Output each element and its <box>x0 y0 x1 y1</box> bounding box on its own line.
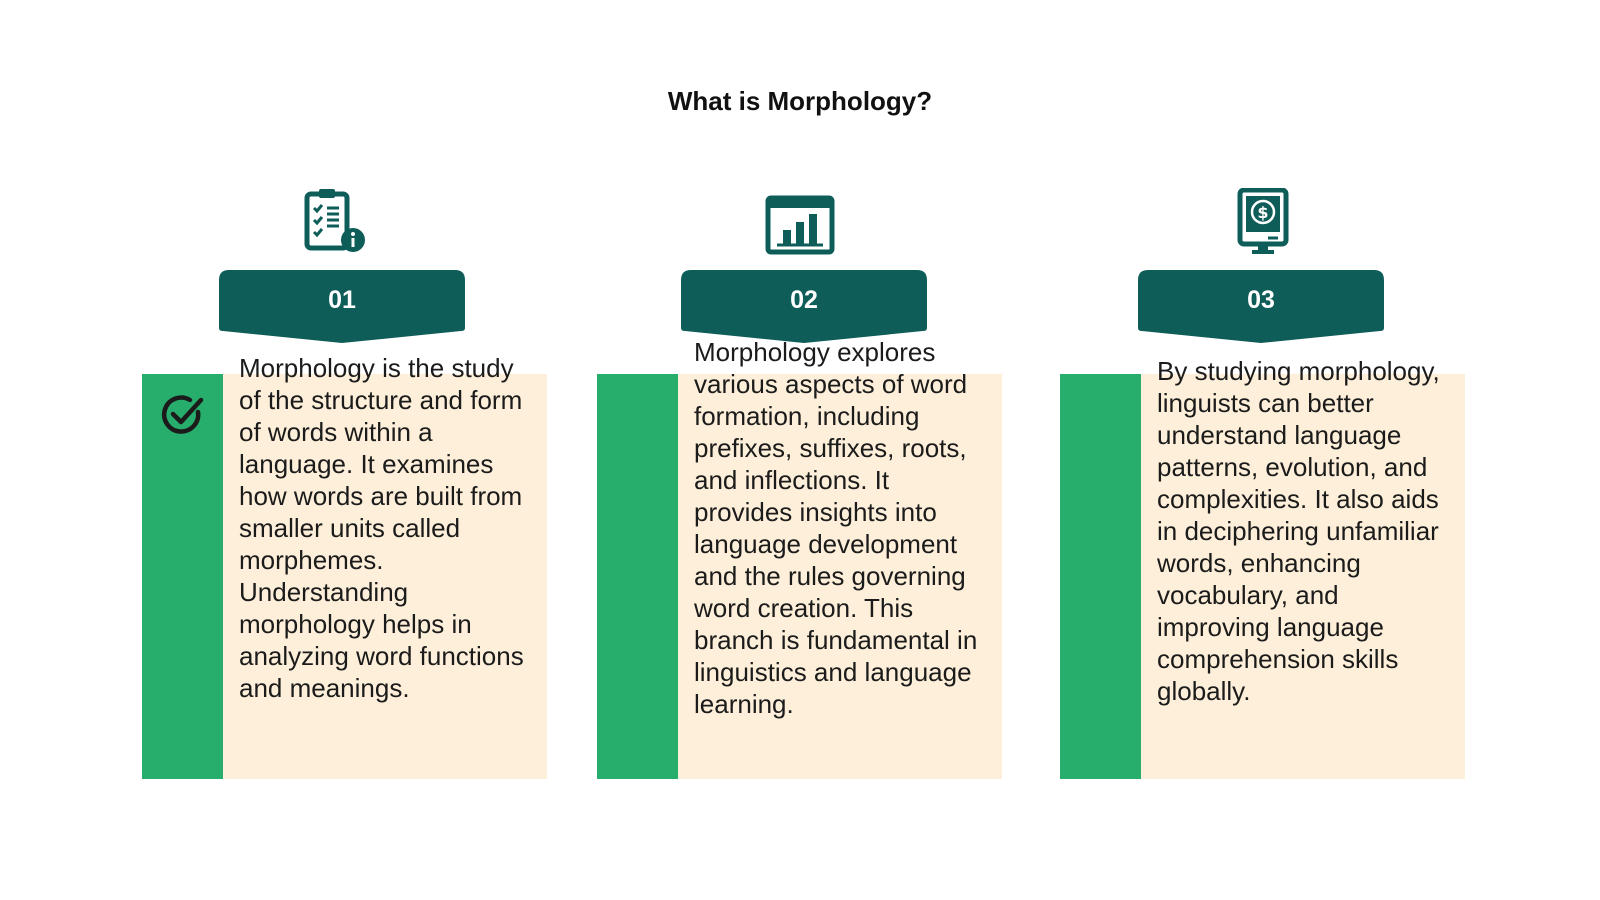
card-text: Morphology explores various aspects of word formation, including prefixes, suffixes, roots, and inflections. It provides insights into language development and the rules governing word creation. This branch is fundamental in linguistics and language learning. <box>694 337 978 719</box>
check-circle-icon <box>160 392 206 438</box>
accent-bar <box>1060 374 1141 779</box>
card-text: By studying morphology, linguists can better understand language patterns, evolution, and complexities. It also aids in deciphering unfamiliar words, enhancing vocabulary, and improving language comprehension skills globally. <box>1157 356 1440 706</box>
card-text: Morphology is the study of the structure and form of words within a language. It examines how words are built from smaller units called morphemes. Understanding morphology helps in analyzing word functions and meanings. <box>239 353 524 703</box>
step-tag <box>1138 270 1384 346</box>
svg-text:$: $ <box>1257 203 1269 222</box>
step-number: 02 <box>790 286 818 314</box>
step-number: 03 <box>1247 286 1275 314</box>
accent-bar <box>142 374 223 779</box>
clipboard-checklist-icon <box>299 188 369 258</box>
accent-bar <box>597 374 678 779</box>
dollar-device-icon <box>1228 188 1298 258</box>
step-tag <box>681 270 927 346</box>
page-title: What is Morphology? <box>667 86 933 116</box>
step-number: 01 <box>328 286 356 314</box>
bar-chart-window-icon <box>765 188 835 258</box>
step-tag <box>219 270 465 346</box>
